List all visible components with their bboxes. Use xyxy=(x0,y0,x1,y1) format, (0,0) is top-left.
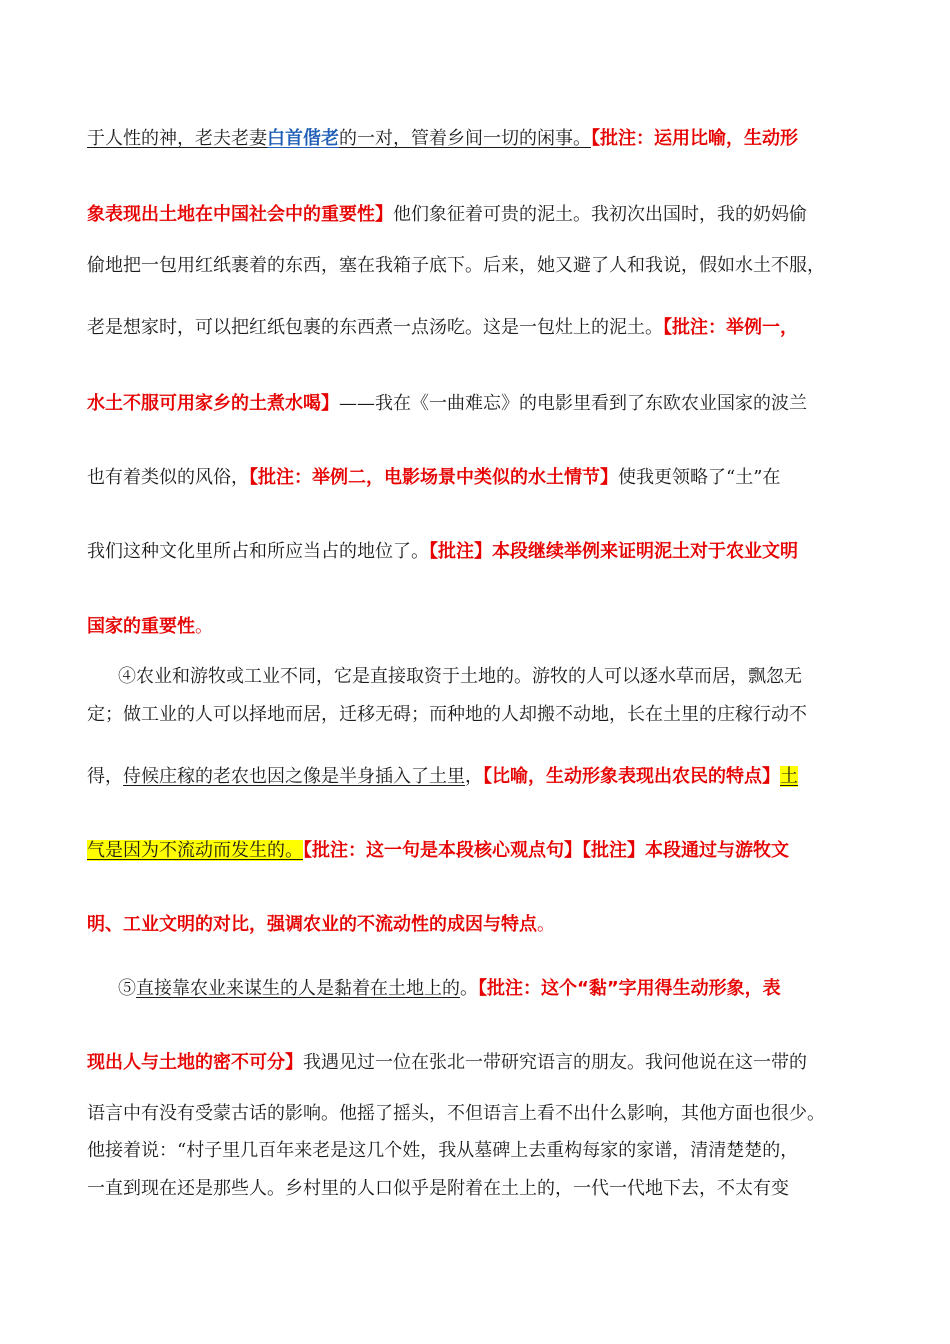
annotation: 【批注】本段继续举例来证明泥土对于农业文明 xyxy=(429,541,798,562)
body-text: 他接着说：“村子里几百年来老是这几个姓，我从墓碑上去重构每家的家谱，清清楚楚的， xyxy=(87,1140,799,1161)
text-line-18 xyxy=(87,1176,877,1202)
text-line-12 xyxy=(87,838,877,864)
annotation: 现出人与土地的密不可分】 xyxy=(87,1052,303,1073)
annotation: 【批注：举例二，电影场景中类似的水土情节】 xyxy=(249,467,618,488)
body-text: 使我更领略了“土”在 xyxy=(618,467,781,488)
body-text: ——我在《一曲难忘》的电影里看到了东欧农业国家的波兰 xyxy=(339,393,807,414)
text-line-7 xyxy=(87,539,877,565)
annotation: 【批注：运用比喻，生动形 xyxy=(591,128,798,149)
annotation: 【批注：这一句是本段核心观点句】【批注】本段通过与游牧文 xyxy=(303,840,789,861)
text-line-11 xyxy=(87,764,877,790)
text-line-1 xyxy=(87,126,877,152)
text-line-10 xyxy=(87,702,877,728)
annotation: 明、工业文明的对比，强调农业的不流动性的成因与特点 xyxy=(87,914,537,935)
text-line-15 xyxy=(87,1050,877,1076)
underlined-text: 侍候庄稼的老农也因之像是半身插入了土里 xyxy=(123,766,465,787)
annotation: 【比喻，生动形象表现出农民的特点】 xyxy=(483,766,780,787)
idiom-link[interactable]: 白首偕老 xyxy=(267,128,339,149)
body-text: 他们象征着可贵的泥土。我初次出国时，我的奶妈偷 xyxy=(393,204,807,225)
annotation: 水土不服可用家乡的土煮水喝】 xyxy=(87,393,339,414)
body-text: 一直到现在还是那些人。乡村里的人口似乎是附着在土上的，一代一代地下去，不太有变 xyxy=(87,1178,789,1199)
underlined-text: 于人性的神，老夫老妻白首偕老的一对，管着乡间一切的闲事。 xyxy=(87,128,591,149)
body-text: 偷地把一包用红纸裹着的东西，塞在我箱子底下。后来，她又避了人和我说，假如水土不服， xyxy=(87,255,825,276)
period: 。 xyxy=(195,616,213,637)
body-text: 老是想家时，可以把红纸包裹的东西煮一点汤吃。这是一包灶上的泥土。 xyxy=(87,317,663,338)
text-line-17 xyxy=(87,1138,877,1164)
period: 。 xyxy=(537,914,555,935)
body-text: 定；做工业的人可以择地而居，迁移无碍；而种地的人却搬不动地，长在土里的庄稼行动不 xyxy=(87,704,807,725)
annotation: 象表现出土地在中国社会中的重要性】 xyxy=(87,204,393,225)
text-line-6 xyxy=(87,465,877,491)
body-text: 得， xyxy=(87,766,123,787)
text-line-8 xyxy=(87,614,877,640)
highlighted-text: 土 xyxy=(780,766,798,787)
text-line-16 xyxy=(87,1101,877,1127)
body-text: ， xyxy=(465,766,483,787)
body-text: 我们这种文化里所占和所应当占的地位了。 xyxy=(87,541,429,562)
body-text: 。 xyxy=(460,978,478,999)
annotation: 【批注：举例一， xyxy=(663,317,798,338)
text-line-9 xyxy=(118,664,878,690)
text-line-4 xyxy=(87,315,877,341)
text-line-14 xyxy=(118,976,878,1002)
text-line-2 xyxy=(87,202,877,228)
body-text: 我遇见过一位在张北一带研究语言的朋友。我问他说在这一带的 xyxy=(303,1052,807,1073)
text-line-3 xyxy=(87,253,877,279)
body-text: 也有着类似的风俗， xyxy=(87,467,249,488)
annotation: 国家的重要性 xyxy=(87,616,195,637)
text-line-13 xyxy=(87,912,877,938)
underlined-text: 直接靠农业来谋生的人是黏着在土地上的 xyxy=(136,978,460,999)
annotation: 【批注：这个“黏”字用得生动形象，表 xyxy=(478,978,781,999)
highlighted-text: 气是因为不流动而发生的。 xyxy=(87,840,303,861)
body-text: ④农业和游牧或工业不同，它是直接取资于土地的。游牧的人可以逐水草而居，飘忽无 xyxy=(118,666,802,687)
body-text: 语言中有没有受蒙古话的影响。他摇了摇头，不但语言上看不出什么影响，其他方面也很少。 xyxy=(87,1103,825,1124)
text-line-5 xyxy=(87,391,877,417)
body-text: ⑤ xyxy=(118,978,136,999)
